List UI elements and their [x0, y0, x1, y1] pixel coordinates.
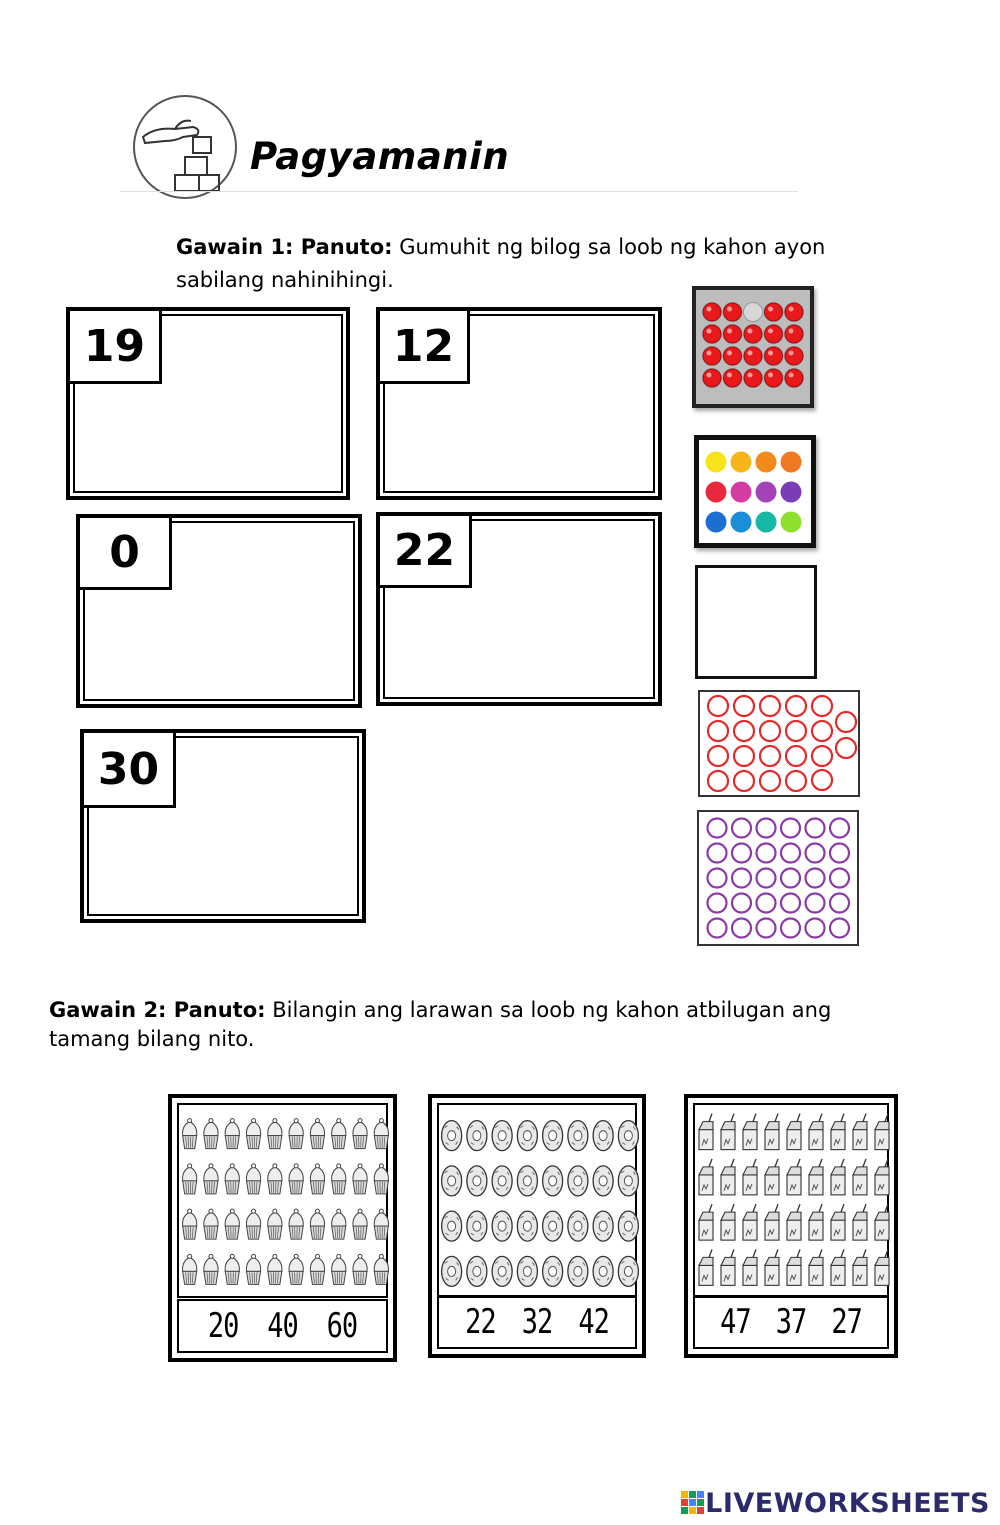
colored-dot	[731, 452, 752, 473]
colored-dot	[781, 512, 802, 533]
donut-item	[618, 1256, 638, 1286]
purple-circle	[830, 819, 849, 838]
colored-dot	[756, 512, 777, 533]
purple-circle	[806, 894, 825, 913]
cupcake-item	[353, 1254, 367, 1284]
red-circle	[786, 696, 806, 716]
purple-circle	[806, 844, 825, 863]
milk-carton-item	[875, 1249, 889, 1285]
draw-box-12[interactable]	[376, 307, 662, 500]
option-22[interactable]: 22	[465, 1302, 496, 1342]
donut-item	[593, 1211, 613, 1241]
purple-circle	[830, 919, 849, 938]
red-circle	[760, 771, 780, 791]
colored-dot	[756, 452, 777, 473]
red-circle	[708, 771, 728, 791]
purple-circle	[757, 844, 776, 863]
purple-circle	[732, 919, 751, 938]
red-circle	[786, 771, 806, 791]
cupcake-item	[289, 1254, 303, 1284]
purple-circle	[732, 894, 751, 913]
cupcake-item	[246, 1254, 260, 1284]
purple-circle	[757, 894, 776, 913]
colored-dot	[781, 452, 802, 473]
colored-dot	[706, 452, 727, 473]
milk-carton-item	[875, 1114, 889, 1150]
purple-circle	[781, 819, 800, 838]
donut-item	[568, 1256, 588, 1286]
red-circle	[812, 696, 832, 716]
milk-carton-item	[831, 1249, 845, 1285]
red-marble	[703, 369, 721, 387]
red-marble	[744, 347, 762, 365]
donut-item	[492, 1121, 512, 1151]
donut-item	[618, 1211, 638, 1241]
cupcake-item	[353, 1164, 367, 1194]
red-circle	[734, 696, 754, 716]
donut-item	[568, 1166, 588, 1196]
donut-item	[517, 1256, 537, 1286]
cupcake-grid	[179, 1105, 392, 1296]
milk-carton-item	[743, 1114, 757, 1150]
purple-circle	[757, 819, 776, 838]
red-circle	[708, 696, 728, 716]
donut-item	[568, 1211, 588, 1241]
option-27[interactable]: 27	[831, 1302, 862, 1342]
purple-circle	[757, 869, 776, 888]
cupcake-item	[268, 1254, 282, 1284]
option-60[interactable]: 60	[326, 1306, 358, 1346]
liveworksheets-icon	[681, 1491, 705, 1515]
red-circles-grid	[700, 692, 858, 795]
purple-circle	[781, 919, 800, 938]
milk-carton-item	[743, 1204, 757, 1240]
milk-carton-item	[787, 1159, 801, 1195]
donut-item	[593, 1166, 613, 1196]
donut-item	[442, 1211, 462, 1241]
donut-item	[543, 1211, 563, 1241]
draw-box-22[interactable]	[376, 512, 662, 706]
cupcake-item	[353, 1209, 367, 1239]
milk-carton-item	[853, 1204, 867, 1240]
cupcake-item	[183, 1164, 197, 1194]
donut-item	[492, 1166, 512, 1196]
red-circle	[812, 770, 832, 790]
purple-circle	[806, 869, 825, 888]
purple-circle	[708, 894, 727, 913]
purple-circle	[781, 894, 800, 913]
cupcake-item	[310, 1164, 324, 1194]
purple-circle	[757, 919, 776, 938]
donut-item	[517, 1121, 537, 1151]
red-marble	[703, 325, 721, 343]
purple-circle	[732, 869, 751, 888]
red-circle	[812, 746, 832, 766]
red-marble	[785, 347, 803, 365]
donut-item	[517, 1211, 537, 1241]
purple-circle	[781, 844, 800, 863]
cupcake-item	[332, 1164, 346, 1194]
colored-dot	[756, 482, 777, 503]
cupcake-item	[225, 1209, 239, 1239]
count-box-cupcakes	[168, 1094, 397, 1362]
cupcake-item	[332, 1209, 346, 1239]
donut-item	[492, 1256, 512, 1286]
donut-grid	[439, 1105, 641, 1296]
cupcake-item	[332, 1119, 346, 1149]
draw-box-30[interactable]	[80, 729, 366, 923]
cupcake-item	[204, 1119, 218, 1149]
red-circle	[836, 712, 856, 732]
cupcake-item	[374, 1164, 388, 1194]
liveworksheets-logo	[681, 1488, 990, 1519]
red-circle	[836, 738, 856, 758]
red-circle	[760, 696, 780, 716]
hand-stacking-blocks-icon	[135, 97, 235, 197]
cupcake-item	[310, 1254, 324, 1284]
milk-carton-item	[853, 1114, 867, 1150]
gawain2-instructions	[49, 996, 949, 1054]
purple-circle	[708, 869, 727, 888]
red-marble	[744, 325, 762, 343]
gawain2-text-line2: tamang bilang nito.	[49, 1027, 255, 1051]
milk-carton-item	[765, 1249, 779, 1285]
cupcake-item	[268, 1209, 282, 1239]
draw-box-19[interactable]	[66, 307, 350, 500]
gawain1-text-line1: Gumuhit ng bilog sa loob ng kahon ayon	[392, 235, 826, 259]
cupcake-item	[246, 1209, 260, 1239]
gawain1-label: Gawain 1: Panuto:	[176, 235, 393, 259]
red-marble	[724, 325, 742, 343]
red-marble	[703, 303, 721, 321]
cupcake-item	[310, 1209, 324, 1239]
cupcake-item	[183, 1119, 197, 1149]
milk-carton-item	[721, 1159, 735, 1195]
cupcake-item	[289, 1119, 303, 1149]
milk-carton-item	[853, 1159, 867, 1195]
cupcake-item	[183, 1254, 197, 1284]
cupcake-item	[289, 1164, 303, 1194]
red-marble	[703, 347, 721, 365]
milk-carton-item	[809, 1114, 823, 1150]
title-divider	[120, 191, 798, 192]
donut-item	[593, 1256, 613, 1286]
cupcake-item	[225, 1164, 239, 1194]
colored-dot	[706, 482, 727, 503]
colored-dot	[706, 512, 727, 533]
draw-box-number: 12	[380, 311, 470, 384]
red-marbles-choice[interactable]	[692, 286, 814, 408]
cupcake-item	[268, 1164, 282, 1194]
purple-circle	[732, 844, 751, 863]
donut-item	[618, 1166, 638, 1196]
donut-item	[467, 1256, 487, 1286]
red-circle	[760, 721, 780, 741]
purple-circles-grid	[699, 812, 857, 944]
milk-carton-item	[853, 1249, 867, 1285]
donut-item	[467, 1211, 487, 1241]
red-marble	[785, 369, 803, 387]
red-marbles-grid	[696, 290, 810, 404]
milk-carton-item	[721, 1114, 735, 1150]
purple-circle	[830, 869, 849, 888]
milk-carton-item	[699, 1249, 713, 1285]
milk-carton-item	[721, 1249, 735, 1285]
donut-item	[442, 1166, 462, 1196]
cupcake-item	[374, 1119, 388, 1149]
red-marble	[724, 369, 742, 387]
red-marble	[765, 303, 783, 321]
option-47[interactable]: 47	[720, 1302, 751, 1342]
red-marble	[724, 347, 742, 365]
donut-item	[442, 1256, 462, 1286]
milk-carton-item	[831, 1204, 845, 1240]
red-marble	[765, 325, 783, 343]
donut-item	[543, 1121, 563, 1151]
donut-item	[618, 1121, 638, 1151]
milk-carton-item	[787, 1114, 801, 1150]
cupcake-item	[183, 1209, 197, 1239]
red-marble	[765, 369, 783, 387]
red-marble	[744, 369, 762, 387]
red-circle	[734, 721, 754, 741]
milk-carton-item	[809, 1249, 823, 1285]
option-40[interactable]: 40	[267, 1306, 298, 1346]
draw-box-number: 19	[70, 311, 162, 384]
red-circle	[734, 746, 754, 766]
colored-dot	[781, 482, 802, 503]
milk-carton-item	[721, 1204, 735, 1240]
milk-carton-item	[875, 1159, 889, 1195]
count-box-donuts	[428, 1094, 646, 1358]
milk-carton-item	[743, 1249, 757, 1285]
cupcake-item	[204, 1209, 218, 1239]
colored-dot	[731, 482, 752, 503]
option-32[interactable]: 32	[521, 1302, 553, 1342]
purple-circle	[708, 919, 727, 938]
donut-item	[492, 1211, 512, 1241]
red-marble	[785, 325, 803, 343]
purple-circles-choice[interactable]	[697, 810, 859, 946]
red-marble	[785, 303, 803, 321]
red-circle	[708, 746, 728, 766]
empty-choice[interactable]	[695, 565, 817, 679]
donut-item	[442, 1121, 462, 1151]
cupcake-item	[353, 1119, 367, 1149]
cupcake-item	[204, 1164, 218, 1194]
gawain2-label: Gawain 2: Panuto:	[49, 998, 266, 1022]
gawain2-text-line1: Bilangin ang larawan sa loob ng kahon atbilugan ang	[265, 998, 832, 1022]
red-marble	[765, 347, 783, 365]
option-20[interactable]: 20	[207, 1306, 239, 1346]
cupcake-item	[225, 1254, 239, 1284]
milk-carton-item	[743, 1159, 757, 1195]
milk-carton-item	[831, 1114, 845, 1150]
draw-box-number: 0	[80, 518, 172, 590]
cupcake-item	[374, 1209, 388, 1239]
donut-item	[467, 1121, 487, 1151]
milk-carton-item	[699, 1204, 713, 1240]
draw-box-number: 30	[84, 733, 176, 808]
donut-item	[593, 1121, 613, 1151]
red-circle	[760, 746, 780, 766]
red-circles-choice[interactable]	[698, 690, 860, 797]
cupcake-item	[289, 1209, 303, 1239]
milk-carton-item	[787, 1204, 801, 1240]
cupcake-item	[332, 1254, 346, 1284]
red-circle	[786, 746, 806, 766]
colored-dot	[731, 512, 752, 533]
milk-carton-item	[699, 1159, 713, 1195]
red-circle	[734, 771, 754, 791]
page-title: Pagyamanin	[250, 135, 510, 178]
option-37[interactable]: 37	[775, 1302, 807, 1342]
purple-circle	[830, 844, 849, 863]
purple-circle	[781, 869, 800, 888]
red-marble	[724, 303, 742, 321]
cupcake-item	[246, 1164, 260, 1194]
count-box-milk	[684, 1094, 898, 1358]
cupcake-item	[246, 1119, 260, 1149]
cupcake-item	[374, 1254, 388, 1284]
donut-item	[467, 1166, 487, 1196]
milk-carton-item	[809, 1204, 823, 1240]
milk-carton-item	[875, 1204, 889, 1240]
donut-item	[517, 1166, 537, 1196]
milk-carton-item	[765, 1204, 779, 1240]
milk-carton-grid	[695, 1105, 893, 1296]
donut-item	[568, 1121, 588, 1151]
gawain1-text-line2: sabilang nahinihingi.	[176, 268, 394, 292]
purple-circle	[806, 819, 825, 838]
cupcake-item	[310, 1119, 324, 1149]
purple-circle	[830, 894, 849, 913]
donut-item	[543, 1166, 563, 1196]
purple-circle	[732, 819, 751, 838]
draw-box-0[interactable]	[76, 514, 362, 708]
purple-circle	[708, 819, 727, 838]
red-circle	[812, 721, 832, 741]
cupcake-item	[225, 1119, 239, 1149]
milk-carton-item	[765, 1114, 779, 1150]
colored-dots-grid	[699, 440, 811, 543]
red-circle	[708, 721, 728, 741]
purple-circle	[708, 844, 727, 863]
milk-carton-item	[809, 1159, 823, 1195]
donut-item	[543, 1256, 563, 1286]
milk-carton-item	[787, 1249, 801, 1285]
purple-circle	[806, 919, 825, 938]
milk-carton-item	[765, 1159, 779, 1195]
red-circle	[786, 721, 806, 741]
option-42[interactable]: 42	[578, 1302, 609, 1342]
milk-carton-item	[831, 1159, 845, 1195]
cupcake-item	[204, 1254, 218, 1284]
brand-text: LIVEWORKSHEETS	[705, 1488, 990, 1519]
cupcake-item	[268, 1119, 282, 1149]
milk-carton-item	[699, 1114, 713, 1150]
colored-dots-choice[interactable]	[694, 435, 816, 548]
draw-box-number: 22	[380, 516, 472, 588]
section-logo	[133, 95, 237, 199]
